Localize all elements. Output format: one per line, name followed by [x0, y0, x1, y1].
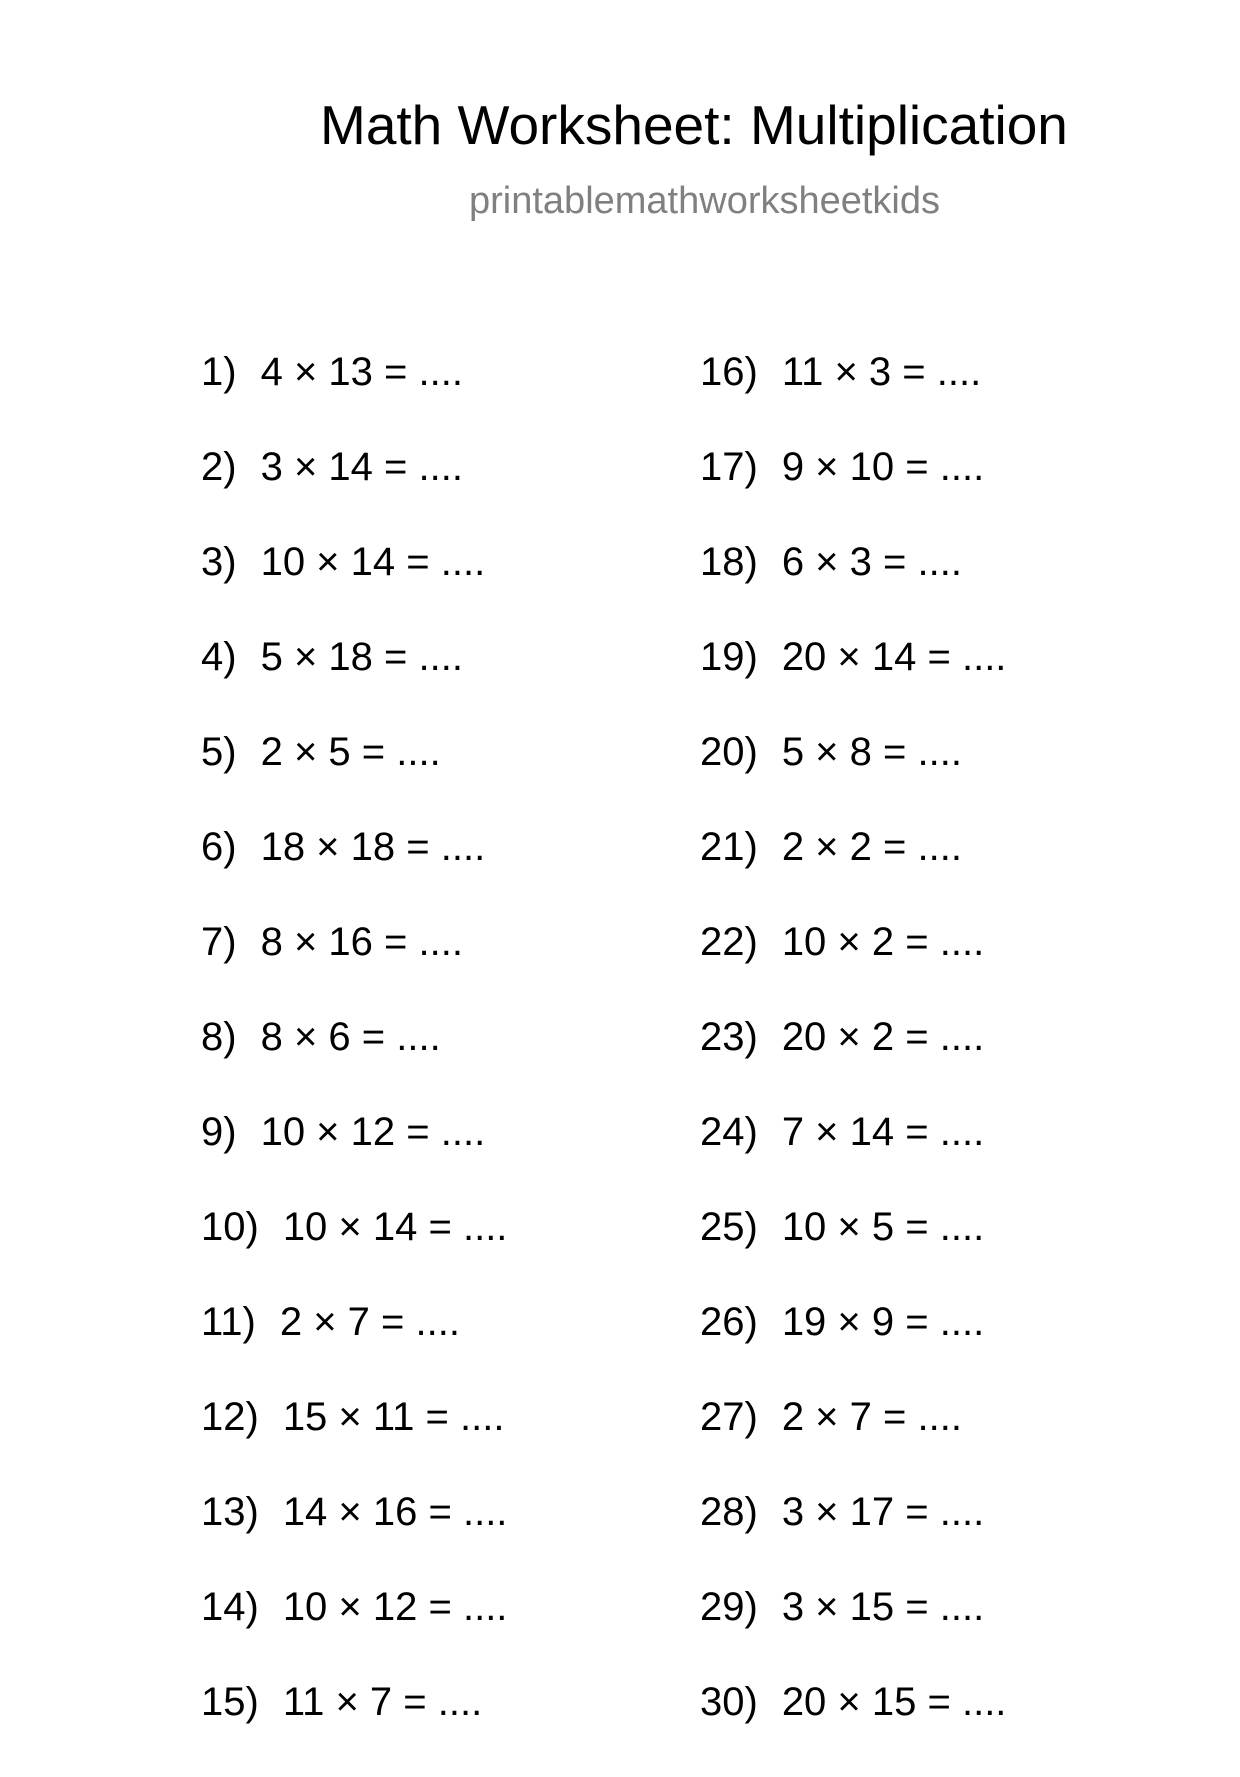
- problem-item: [201, 352, 507, 447]
- problem-column-left: [201, 352, 507, 1777]
- problem-number: 27): [700, 1395, 758, 1439]
- problem-number: 25): [700, 1205, 758, 1249]
- problem-expression: 3 × 15 = ....: [781, 1585, 985, 1629]
- problem-expression: 20 × 15 = ....: [781, 1680, 1007, 1724]
- problem-item: [201, 1492, 507, 1587]
- problem-expression: 2 × 7 = ....: [279, 1300, 460, 1344]
- problem-item: [700, 1682, 1006, 1777]
- worksheet-title: Math Worksheet: Multiplication: [320, 94, 1068, 156]
- problem-item: [700, 922, 1006, 1017]
- problem-item: [700, 732, 1006, 827]
- problem-item: [700, 827, 1006, 922]
- problem-number: 12): [201, 1395, 259, 1439]
- problem-expression: 10 × 14 = ....: [260, 540, 486, 584]
- problem-expression: 15 × 11 = ....: [282, 1395, 505, 1439]
- problem-expression: 20 × 2 = ....: [781, 1015, 985, 1059]
- problem-expression: 18 × 18 = ....: [260, 825, 486, 869]
- problem-number: 5): [201, 730, 237, 774]
- problem-number: 1): [201, 350, 237, 394]
- problem-expression: 5 × 18 = ....: [260, 635, 463, 679]
- problem-expression: 3 × 17 = ....: [781, 1490, 985, 1534]
- problem-expression: 2 × 7 = ....: [781, 1395, 962, 1439]
- problem-item: [201, 1682, 507, 1777]
- problem-expression: 11 × 3 = ....: [781, 350, 982, 394]
- problem-number: 8): [201, 1015, 237, 1059]
- problem-expression: 10 × 14 = ....: [282, 1205, 508, 1249]
- problem-number: 22): [700, 920, 758, 964]
- problem-expression: 8 × 16 = ....: [260, 920, 463, 964]
- problem-expression: 11 × 7 = ....: [282, 1680, 483, 1724]
- problem-number: 24): [700, 1110, 758, 1154]
- problem-item: [201, 637, 507, 732]
- problem-expression: 4 × 13 = ....: [260, 350, 463, 394]
- problem-number: 4): [201, 635, 237, 679]
- problem-item: [201, 922, 507, 1017]
- problem-item: [201, 1017, 507, 1112]
- problem-number: 3): [201, 540, 237, 584]
- problem-expression: 19 × 9 = ....: [781, 1300, 985, 1344]
- problem-item: [700, 1207, 1006, 1302]
- problem-number: 16): [700, 350, 758, 394]
- problem-column-right: [700, 352, 1006, 1777]
- problem-expression: 2 × 5 = ....: [260, 730, 441, 774]
- problem-expression: 5 × 8 = ....: [781, 730, 962, 774]
- problem-expression: 20 × 14 = ....: [781, 635, 1007, 679]
- problem-number: 19): [700, 635, 758, 679]
- problem-expression: 14 × 16 = ....: [282, 1490, 508, 1534]
- problem-number: 2): [201, 445, 237, 489]
- problem-expression: 7 × 14 = ....: [781, 1110, 985, 1154]
- problem-item: [700, 1302, 1006, 1397]
- worksheet-subtitle: printablemathworksheetkids: [469, 180, 941, 222]
- problem-expression: 9 × 10 = ....: [781, 445, 985, 489]
- problem-item: [700, 542, 1006, 637]
- problem-item: [700, 1017, 1006, 1112]
- problem-item: [700, 1112, 1006, 1207]
- problem-item: [201, 542, 507, 637]
- problem-number: 15): [201, 1680, 259, 1724]
- problem-number: 18): [700, 540, 758, 584]
- problem-item: [201, 447, 507, 542]
- problem-expression: 8 × 6 = ....: [260, 1015, 441, 1059]
- problem-expression: 3 × 14 = ....: [260, 445, 463, 489]
- problem-number: 28): [700, 1490, 758, 1534]
- problem-expression: 2 × 2 = ....: [781, 825, 962, 869]
- problem-number: 6): [201, 825, 237, 869]
- problem-number: 30): [700, 1680, 758, 1724]
- problem-expression: 10 × 12 = ....: [282, 1585, 508, 1629]
- problem-number: 10): [201, 1205, 259, 1249]
- problem-number: 23): [700, 1015, 758, 1059]
- problem-number: 9): [201, 1110, 237, 1154]
- problem-item: [201, 827, 507, 922]
- problem-expression: 6 × 3 = ....: [781, 540, 962, 584]
- problem-number: 7): [201, 920, 237, 964]
- problem-item: [700, 447, 1006, 542]
- problem-item: [201, 1302, 507, 1397]
- problem-number: 29): [700, 1585, 758, 1629]
- problem-item: [201, 1112, 507, 1207]
- problem-number: 11): [201, 1300, 256, 1344]
- problem-item: [700, 637, 1006, 732]
- problem-number: 14): [201, 1585, 259, 1629]
- problem-expression: 10 × 2 = ....: [781, 920, 985, 964]
- problem-item: [201, 1397, 507, 1492]
- problem-item: [700, 1492, 1006, 1587]
- problem-number: 26): [700, 1300, 758, 1344]
- problem-item: [700, 352, 1006, 447]
- problem-item: [201, 1587, 507, 1682]
- problem-number: 13): [201, 1490, 259, 1534]
- problem-item: [201, 732, 507, 827]
- problem-item: [700, 1397, 1006, 1492]
- problem-item: [201, 1207, 507, 1302]
- problem-number: 17): [700, 445, 758, 489]
- problem-number: 20): [700, 730, 758, 774]
- problem-expression: 10 × 12 = ....: [260, 1110, 486, 1154]
- problem-number: 21): [700, 825, 758, 869]
- problem-expression: 10 × 5 = ....: [781, 1205, 985, 1249]
- problem-item: [700, 1587, 1006, 1682]
